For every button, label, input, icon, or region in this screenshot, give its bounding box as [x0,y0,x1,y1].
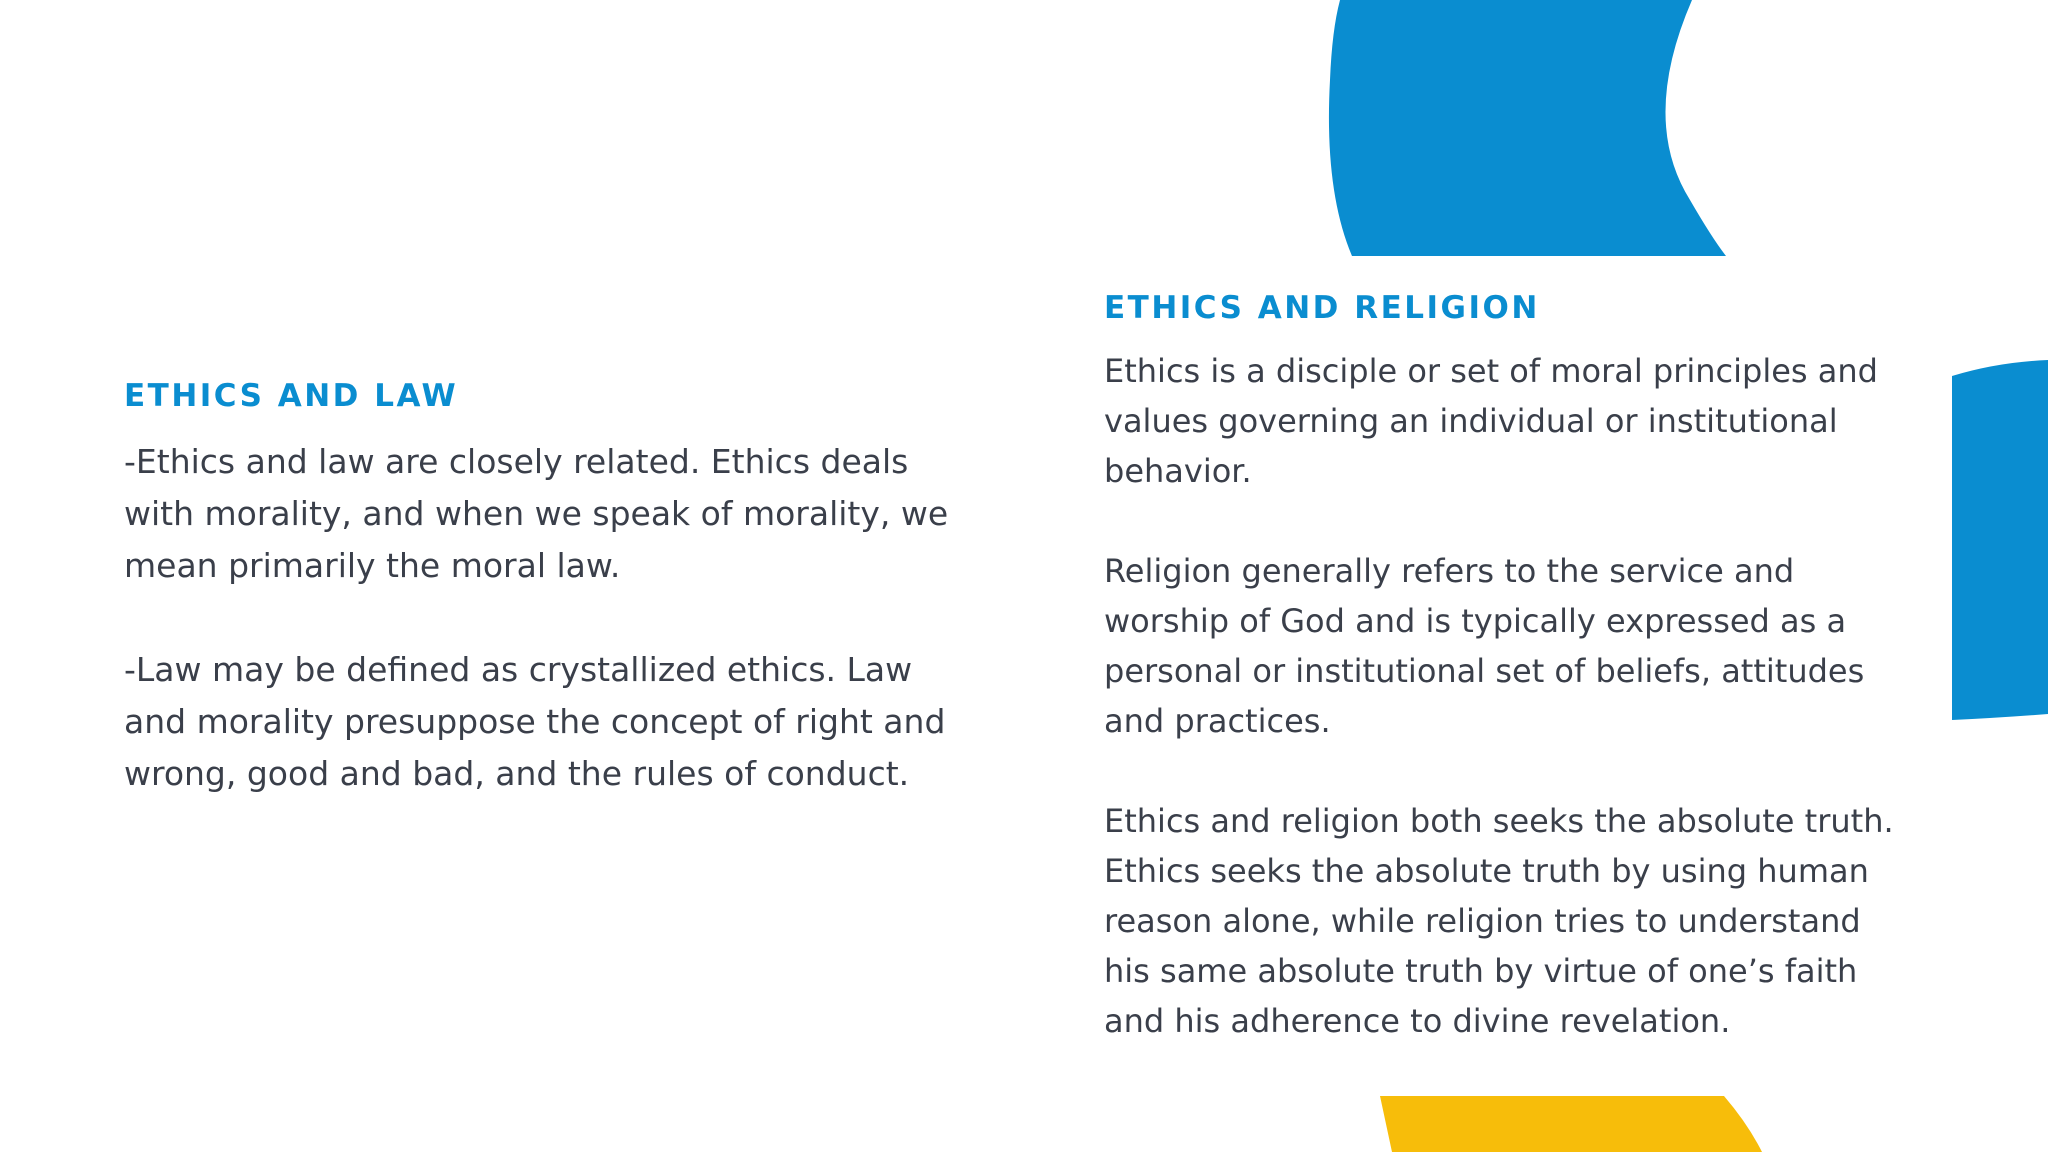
top-blue-arc-shape [1329,0,1726,256]
ethics-and-religion-paragraph-2: Religion generally refers to the service and worship of God and is typically expressed as a personal or institutional set of beliefs, attitudes and practices. [1104,552,1865,740]
ethics-and-law-section [124,378,984,852]
right-blue-arc-shape [1952,360,2048,720]
ethics-and-religion-section [1104,290,1904,1096]
ethics-and-law-heading: ETHICS AND LAW [124,378,459,414]
ethics-and-religion-paragraph-1: Ethics is a disciple or set of moral principles and values governing an individual or institutional behavior. [1104,352,1878,490]
ethics-and-religion-paragraph-3: Ethics and religion both seeks the absolute truth. Ethics seeks the absolute truth by using human reason alone, while religion tries to understand his same absolute truth by virtue of one’s faith and his adherence to divine revelation. [1104,802,1894,1040]
ethics-and-law-paragraph-1: -Ethics and law are closely related. Ethics deals with morality, and when we speak of morality, we mean primarily the moral law. [124,442,949,585]
ethics-and-law-paragraph-2: -Law may be defined as crystallized ethics. Law and morality presuppose the concept of right and wrong, good and bad, and the rules of conduct. [124,650,946,793]
bottom-yellow-shape [1380,1096,1762,1152]
ethics-and-religion-heading: ETHICS AND RELIGION [1104,290,1540,326]
